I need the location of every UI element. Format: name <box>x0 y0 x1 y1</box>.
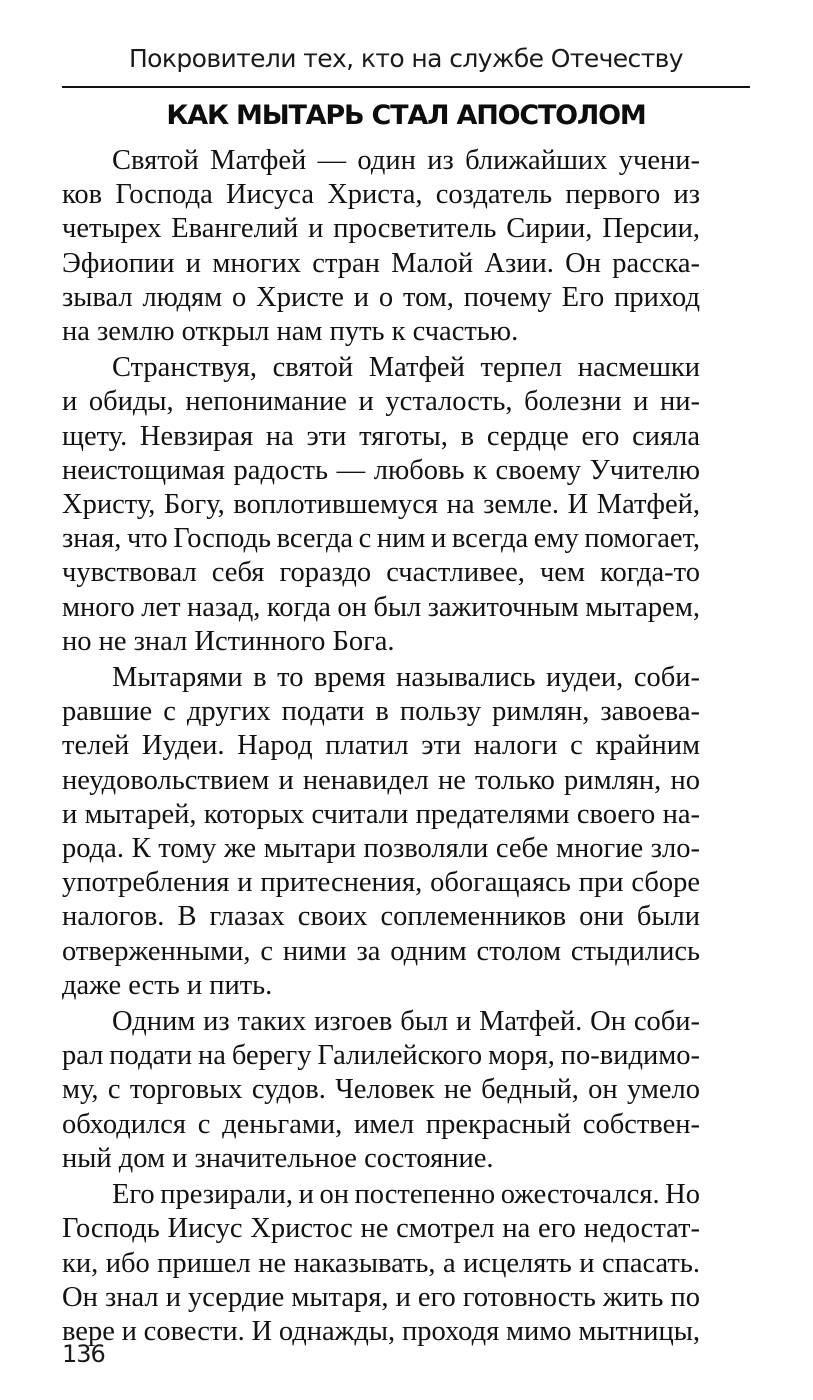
text-line: чувствовал себя гораздо счастливее, чем когда-то <box>62 557 700 589</box>
running-head: Покровители тех, кто на службе Отечеству <box>128 44 683 73</box>
text-line: рода. К тому же мытари позволяли себе многие зло- <box>62 833 700 865</box>
text-line: зывал людям о Христе и о том, почему Его приход <box>62 281 700 313</box>
text-line: рал подати на берегу Галилейского моря, по-видимо- <box>62 1040 700 1072</box>
text-line: Эфиопии и многих стран Малой Азии. Он расска- <box>62 247 700 279</box>
paragraph <box>62 1178 750 1349</box>
text-line: Господь Иисус Христос не смотрел на его недостат- <box>62 1213 700 1245</box>
text-line: Мытарями в то время назывались иудеи, соби- <box>112 662 700 694</box>
text-line: на землю открыл нам путь к счастью. <box>62 316 519 348</box>
header-rule <box>62 86 750 88</box>
text-line: Христу, Богу, воплотившемуся на земле. И Матфей, <box>62 489 700 521</box>
text-line: но не знал Истинного Бога. <box>62 625 395 657</box>
text-line: даже есть и пить. <box>62 969 273 1001</box>
text-line: обходился с деньгами, имел прекрасный собствен- <box>62 1108 700 1140</box>
text-line: зная, что Господь всегда с ним и всегда ему помогает, <box>62 523 700 555</box>
text-line: много лет назад, когда он был зажиточным мытарем, <box>62 591 700 623</box>
text-line: и мытарей, которых считали предателями своего на- <box>62 798 700 830</box>
text-line: вере и совести. И однажды, проходя мимо мытницы, <box>62 1315 700 1347</box>
text-line: неистощимая радость — любовь к своему Учителю <box>62 454 700 486</box>
text-line: равшие с других подати в пользу римлян, завоева- <box>62 696 700 728</box>
text-line: Он знал и усердие мытаря, и его готовность жить по <box>62 1281 700 1313</box>
text-line: отверженными, с ними за одним столом стыдились <box>62 935 700 967</box>
text-line: налогов. В глазах своих соплеменников они были <box>62 901 700 933</box>
paragraph <box>62 144 750 349</box>
page-number: 136 <box>62 1340 105 1368</box>
text-line: и обиды, непонимание и усталость, болезни и ни- <box>62 386 700 418</box>
text-line: му, с торговых судов. Человек не бедный, он умело <box>62 1074 700 1106</box>
body-text <box>62 144 750 1351</box>
text-line: Одним из таких изгоев был и Матфей. Он соби- <box>112 1006 700 1038</box>
text-line: телей Иудеи. Народ платил эти налоги с крайним <box>62 730 700 762</box>
paragraph <box>62 351 750 659</box>
text-line: Странствуя, святой Матфей терпел насмешки <box>112 352 700 384</box>
paragraph <box>62 1005 750 1176</box>
text-line: ков Господа Иисуса Христа, создатель первого из <box>62 179 700 211</box>
text-line: четырех Евангелий и просветитель Сирии, Персии, <box>62 213 700 245</box>
text-line: щету. Невзирая на эти тяготы, в сердце его сияла <box>62 420 700 452</box>
text-line: Святой Матфей — один из ближайших учени- <box>112 145 700 176</box>
text-line: употребления и притеснения, обогащаясь при сборе <box>62 867 700 899</box>
text-line: ный дом и значительное состояние. <box>62 1142 494 1174</box>
text-line: Его презирали, и он постепенно ожесточался. Но <box>112 1179 700 1211</box>
text-line: ки, ибо пришел не наказывать, а исцелять и спасать. <box>62 1247 700 1279</box>
paragraph <box>62 661 750 1003</box>
text-line: неудовольствием и ненавидел не только римлян, но <box>62 764 700 796</box>
chapter-title: КАК МЫТАРЬ СТАЛ АПОСТОЛОМ <box>166 100 646 131</box>
